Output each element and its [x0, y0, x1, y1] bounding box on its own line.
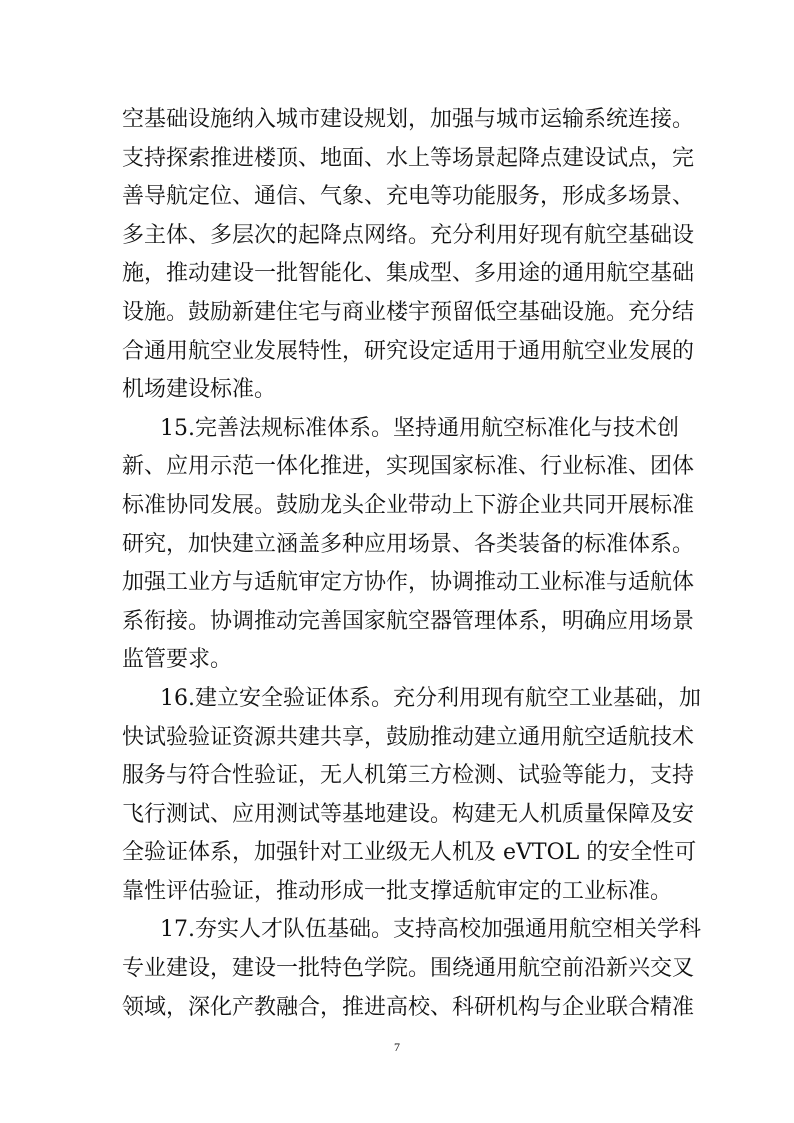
page-number: 7 [394, 1040, 400, 1054]
text-line: 17.夯实人才队伍基础。支持高校加强通用航空相关学科 [160, 917, 701, 943]
text-line: 支持探索推进楼顶、地面、水上等场景起降点建设试点，完 [122, 145, 695, 171]
text-line: 专业建设，建设一批特色学院。围绕通用航空前沿新兴交叉 [122, 956, 695, 982]
paragraph [122, 911, 701, 1027]
document-body [122, 101, 701, 1027]
paragraph [122, 410, 695, 680]
text-line: 全验证体系，加强针对工业级无人机及 eVTOL 的安全性可 [122, 840, 697, 866]
text-line: 多主体、多层次的起降点网络。充分利用好现有航空基础设 [122, 222, 695, 248]
text-line: 空基础设施纳入城市建设规划，加强与城市运输系统连接。 [122, 107, 695, 132]
text-line: 16.建立安全验证体系。充分利用现有航空工业基础，加 [160, 685, 701, 711]
text-line: 15.完善法规标准体系。坚持通用航空标准化与技术创 [160, 415, 679, 441]
text-line: 靠性评估验证，推动形成一批支撑适航审定的工业标准。 [122, 878, 673, 904]
text-line: 研究，加快建立涵盖多种应用场景、各类装备的标准体系。 [122, 531, 695, 557]
text-line: 快试验验证资源共建共享，鼓励推动建立通用航空适航技术 [122, 724, 695, 750]
text-line: 施，推动建设一批智能化、集成型、多用途的通用航空基础 [122, 261, 695, 287]
text-line: 飞行测试、应用测试等基地建设。构建无人机质量保障及安 [122, 801, 695, 827]
text-line: 领域，深化产教融合，推进高校、科研机构与企业联合精准 [122, 994, 695, 1020]
text-line: 监管要求。 [122, 647, 233, 673]
text-line: 新、应用示范一体化推进，实现国家标准、行业标准、团体 [122, 454, 695, 480]
text-line: 善导航定位、通信、气象、充电等功能服务，形成多场景、 [122, 184, 695, 210]
text-line: 设施。鼓励新建住宅与商业楼宇预留低空基础设施。充分结 [122, 299, 695, 325]
text-line: 机场建设标准。 [122, 377, 277, 403]
paragraph [122, 680, 701, 912]
text-line: 合通用航空业发展特性，研究设定适用于通用航空业发展的 [122, 338, 695, 364]
text-line: 标准协同发展。鼓励龙头企业带动上下游企业共同开展标准 [122, 492, 695, 518]
text-line: 系衔接。协调推动完善国家航空器管理体系，明确应用场景 [122, 608, 695, 634]
text-line: 加强工业方与适航审定方协作，协调推动工业标准与适航体 [122, 570, 695, 596]
text-line: 服务与符合性验证，无人机第三方检测、试验等能力，支持 [122, 763, 695, 789]
paragraph [122, 101, 695, 410]
